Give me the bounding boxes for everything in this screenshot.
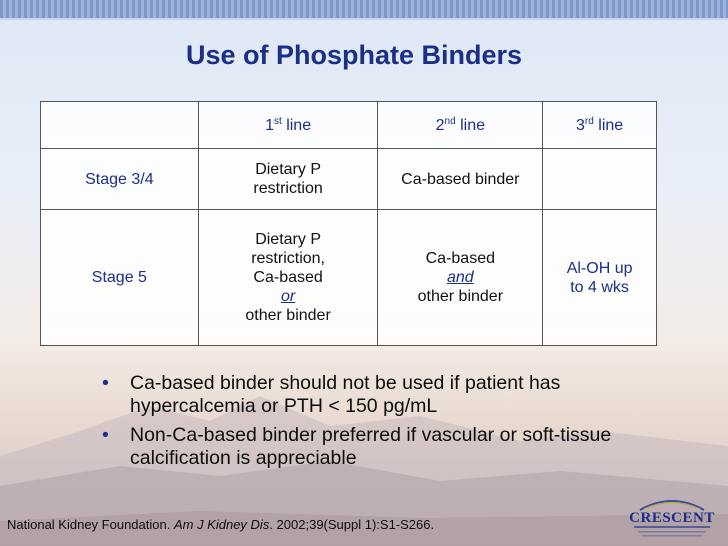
bullet-marker: •	[102, 424, 109, 446]
stage-5-label: Stage 5	[41, 210, 199, 346]
header-second-line: 2nd line	[378, 102, 543, 149]
stage-3-4-first-line: Dietary P restriction	[198, 149, 378, 210]
table-row	[41, 210, 657, 346]
stage-3-4-third-line	[543, 149, 657, 210]
svg-text:CRESCENT: CRESCENT	[629, 510, 715, 526]
bullet-marker: •	[102, 372, 109, 394]
stage-5-second-line: Ca-based and other binder	[378, 210, 543, 346]
header-empty-cell	[41, 102, 199, 149]
slide-title: Use of Phosphate Binders	[185, 40, 523, 70]
list-item: • Ca-based binder should not be used if patient has hypercalcemia or PTH < 150 pg/mL	[102, 372, 561, 417]
or-conjunction: or	[280, 288, 296, 305]
top-divider	[0, 18, 728, 20]
header-first-line: 1st line	[198, 102, 378, 149]
crescent-logo	[622, 492, 722, 540]
top-decorative-band	[0, 0, 728, 18]
bullet-list	[100, 372, 660, 476]
stage-5-first-line: Dietary P restriction, Ca-based or other binder	[198, 210, 378, 346]
table-row	[41, 149, 657, 210]
stage-3-4-label: Stage 3/4	[41, 149, 199, 210]
citation: National Kidney Foundation. Am J Kidney Dis. 2002;39(Suppl 1):S1-S266.	[7, 517, 435, 532]
phosphate-binder-table	[40, 101, 657, 346]
stage-5-third-line: Al-OH up to 4 wks	[543, 210, 657, 346]
list-item: • Non-Ca-based binder preferred if vascular or soft-tissue calcification is appreciable	[102, 424, 612, 469]
header-third-line: 3rd line	[543, 102, 657, 149]
table-header-row	[41, 102, 657, 149]
and-conjunction: and	[446, 269, 474, 286]
stage-3-4-second-line: Ca-based binder	[378, 149, 543, 210]
